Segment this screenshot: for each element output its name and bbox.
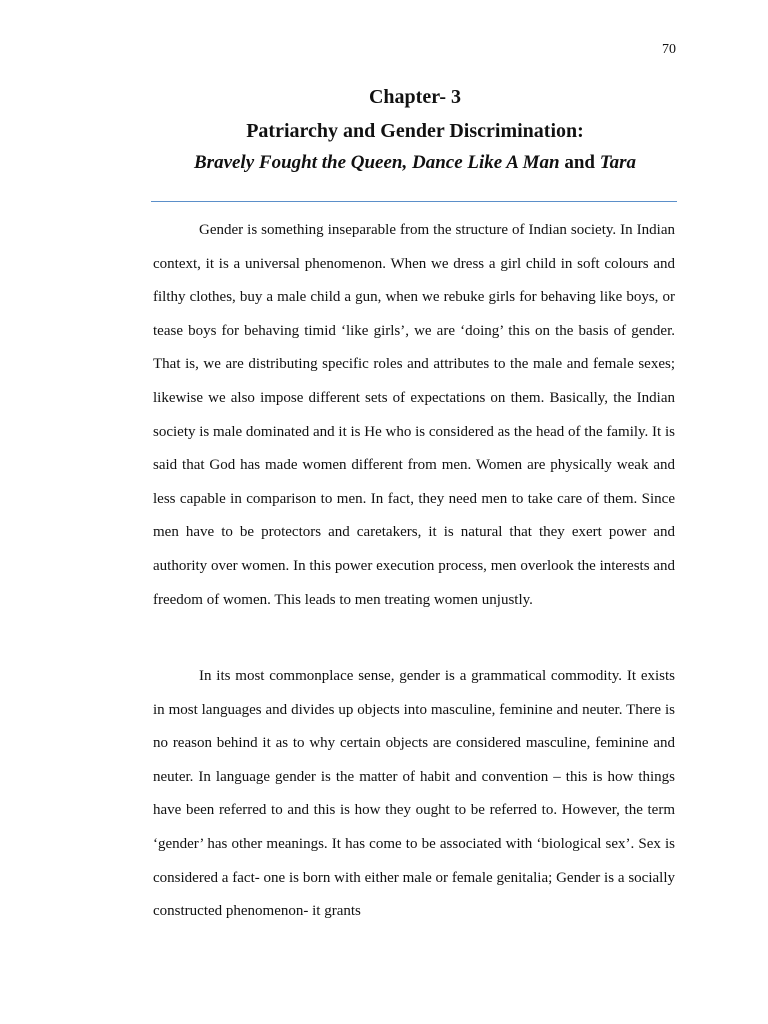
body-paragraph-1: Gender is something inseparable from the structure of Indian society. In Indian context, it is a universal phenomenon. When we dress a girl child in soft colours and filthy clothes, buy a male child a gun, when we rebuke girls for behaving like boys, or tease boys for behaving timid ‘like girls’, we are ‘doing’ this on the basis of gender. That is, we are distributing specific roles and attributes to the male and female sexes; likewise we also impose different sets of expectations on them. Basically, the Indian society is male dominated and it is He who is considered as the head of the family. It is said that God has made women different from men. Women are physically weak and less capable in comparison to men. In fact, they need men to take care of them. Since men have to be protectors and caretakers, it is natural that they exert power and authority over women. In this power execution process, men overlook the interests and freedom of women. This leads to men treating women unjustly. <box>153 222 675 608</box>
body-paragraph-2: In its most commonplace sense, gender is a grammatical commodity. It exists in most languages and divides up objects into masculine, feminine and neuter. There is no reason behind it as to why certain objects are considered masculine, feminine and neuter. In language gender is the matter of habit and convention – this is how things have been referred to and this is how they ought to be referred to. However, the term ‘gender’ has other meanings. It has come to be associated with ‘biological sex’. Sex is considered a fact- one is born with either male or female genitalia; Gender is a socially constructed phenomenon- it grants <box>153 668 675 920</box>
work-title-2: Dance Like A Man <box>411 152 560 173</box>
works-connector: and <box>564 152 595 173</box>
page-number: 70 <box>662 42 676 57</box>
chapter-works-line <box>0 152 768 174</box>
chapter-title: Patriarchy and Gender Discrimination: <box>246 120 584 142</box>
chapter-number: Chapter- 3 <box>368 86 462 108</box>
work-title-3: Tara <box>599 152 636 173</box>
work-title-1: Bravely Fought the Queen, <box>194 152 408 173</box>
heading-divider <box>151 201 677 202</box>
